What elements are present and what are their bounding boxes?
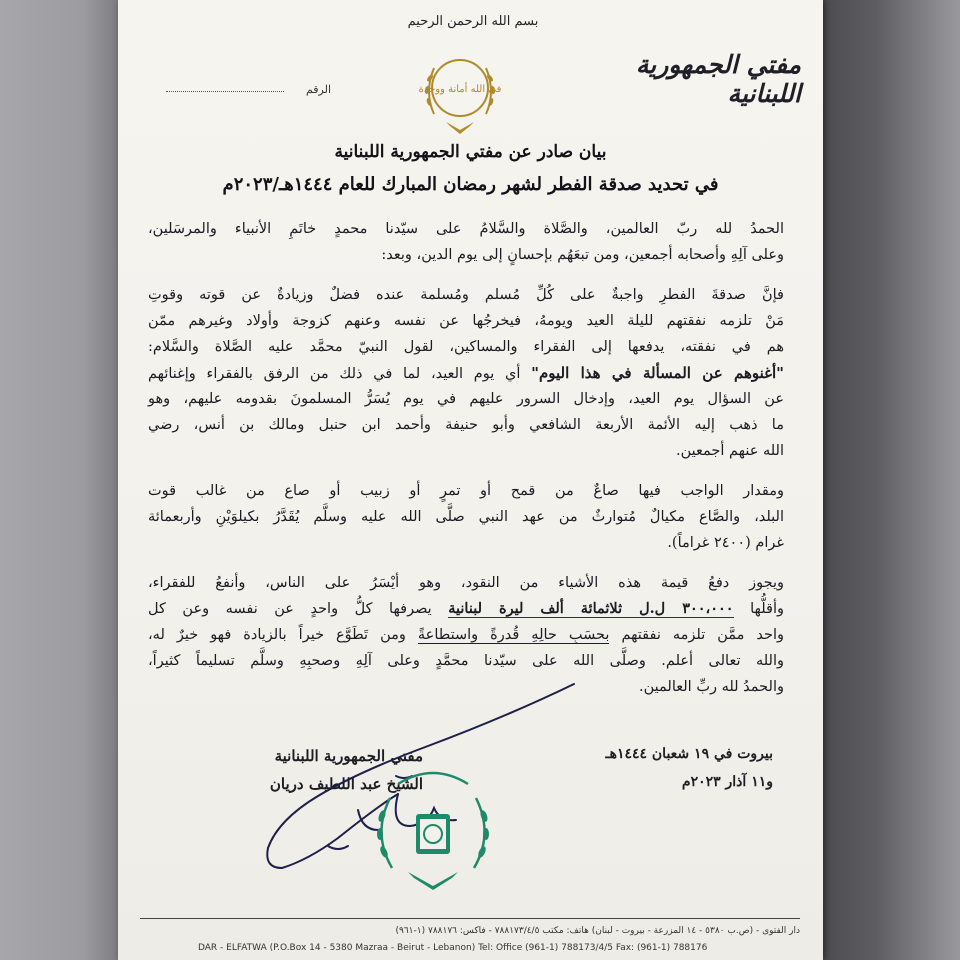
official-seal — [368, 764, 498, 894]
body-line: البلد، والصَّاع مكيالٌ مُتوارثٌ من عهد النبي صلَّى الله عليه وسلَّم يُقَدَّرُ بكيلوَيْنِ وأربعمائة — [148, 509, 784, 525]
body-text-span: يصرفها كلُّ واحدٍ عن نفسه وعن كل — [148, 601, 449, 617]
emblem-text: في الله أمانة ووحدة — [418, 84, 502, 95]
body-line: غرام (٢٤٠٠ غراماً). — [667, 535, 784, 551]
statement-subtitle: في تحديد صدقة الفطر لشهر رمضان المبارك للعام ١٤٤٤هـ/٢٠٢٣م — [222, 174, 719, 195]
body-line — [148, 360, 784, 386]
body-line: هم في نفقته، يدفعها إلى الفقراء والمساكين، لقول النبيّ محمَّد عليه الصَّلاة والسَّلام: — [148, 339, 784, 355]
body-line: وعلى آلِهِ وأصحابه أجمعين، ومن تبعَهُم بإحسانٍ إلى يوم الدين، وبعد: — [381, 247, 784, 263]
body-text-span: وأقلُّها — [733, 601, 785, 617]
body-text-span: واحد ممَّن تلزمه نفقتهم — [609, 627, 785, 643]
reference-label: الرقم — [305, 83, 331, 96]
body-line: عن السؤال يوم العيد، وإدخال السرور عليهم في يوم يُسَرُّ المسلمونَ بقدومه عليهم، وهو — [148, 391, 784, 407]
reference-number-field — [166, 78, 331, 100]
body-line: الحمدُ لله ربّ العالمين، والصَّلاة والسَّلامُ على سيّدنا محمدٍ خاتَمِ الأنبياء والمرسَلين، — [148, 221, 784, 237]
statement-body — [148, 216, 784, 700]
signatory-title: مفتي الجمهورية اللبنانية — [274, 747, 423, 765]
date-hijri: بيروت في ١٩ شعبان ١٤٤٤هـ — [605, 746, 773, 762]
body-line: ومقدار الواجب فيها صاعٌ من قمح أو تمرٍ أو زبيب أو صاع من غالب قوت — [148, 483, 784, 499]
body-line: مَنْ تلزمه نفقتهم لليلة العيد ويومهُ، فيخرجُها عن نفسه وعنهم كزوجة وأولاد وغيرهم ممّن — [148, 313, 784, 329]
dar-al-fatwa-emblem — [412, 52, 508, 138]
hadith-quote: "أغنوهم عن المسألة في هذا اليوم" — [531, 364, 784, 382]
body-line — [148, 622, 784, 648]
footer-divider — [140, 918, 800, 919]
background-right — [820, 0, 960, 960]
body-text-span: ومن تَطَوَّع خيراً بالزيادة فهو خيرٌ له، — [148, 627, 418, 643]
basmala: بسم الله الرحمن الرحيم — [407, 14, 539, 29]
body-line: والله تعالى أعلم. وصلَّى الله على سيّدنا محمَّدٍ وعلى آلِهِ وصحبِهِ وسلَّم تسليماً كثيراً، — [148, 653, 784, 669]
body-text-span: أي يوم العيد، لما في ذلك من الرفق بالفقراء وإغنائهم — [148, 366, 532, 382]
background-left — [0, 0, 118, 960]
signatory-name: الشيخ عبد اللطيف دريان — [269, 775, 423, 793]
footer-arabic-address: دار الفتوى - (ص.ب ٥٣٨٠ - ١٤ المزرعة - بيروت - لبنان) هاتف: مكتب ٧٨٨١٧٣/٤/٥ - فاكس: ٧٨٨١٧٦ (١-٩٦١) — [395, 926, 800, 936]
underlined-phrase: بحسَبِ حالِهِ قُدرةً واستطاعةً — [417, 627, 610, 643]
body-line: فإنَّ صدقةَ الفطرِ واجبةٌ على كُلِّ مُسلم ومُسلمة عنده فضلٌ وزيادةٌ عن قوته وقوتِ — [148, 287, 784, 303]
body-line: والحمدُ لله ربِّ العالمين. — [639, 679, 784, 695]
letterhead-brand: مفتي الجمهورية اللبنانية — [635, 50, 801, 108]
statement-title: بيان صادر عن مفتي الجمهورية اللبنانية — [334, 142, 607, 162]
zakat-amount: ٣٠٠،٠٠٠ ل.ل ثلاثمائة ألف ليرة لبنانية — [448, 600, 734, 617]
footer-english-address: DAR - ELFATWA (P.O.Box 14 - 5380 Mazraa - Beirut - Lebanon) Tel: Office (961-1) 788173/4/5 Fax: (961-1) 788176 — [198, 943, 708, 953]
letter-page — [118, 0, 823, 960]
body-line: الله عنهم أجمعين. — [676, 443, 784, 459]
body-line — [148, 596, 784, 622]
body-line: ما ذهب إليه الأئمة الأربعة الشافعي وأبو حنيفة وأحمد ابن حنبل ومالك بن أنس، رضي — [148, 417, 784, 433]
body-line: ويجوز دفعُ قيمة هذه الأشياء من النقود، وهو أيْسَرُ على الناس، وأنفعُ للفقراء، — [148, 575, 784, 591]
reference-dotted-line — [166, 91, 284, 92]
date-gregorian: و١١ آذار ٢٠٢٣م — [681, 774, 773, 790]
